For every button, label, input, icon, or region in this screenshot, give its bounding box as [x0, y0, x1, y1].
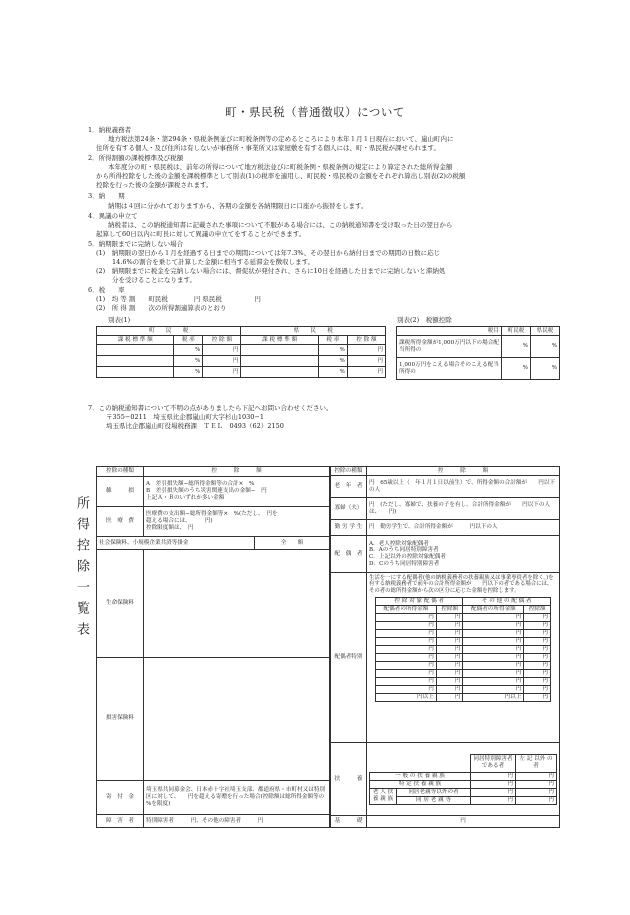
iryo-b: 超える場合には、 円) [146, 518, 213, 525]
contact-heading: 7．この納税通知書について不明の点がありましたら下記へお問い合わせください。 [88, 404, 333, 412]
section-5-text-1: (1) 納期限の翌日から１月を経過する日までの期間については年7.3%、その翌日から納付日までの期間の日数に応じ [96, 249, 441, 257]
col-rate-pref: 税 率 [318, 336, 347, 345]
table-row: 円 円 円 円 [376, 637, 551, 645]
section-3-heading: 3．納 期 [88, 192, 125, 200]
table-row: % 円 % 円 [97, 356, 386, 367]
col-std-pref: 課 税 標 準 額 [241, 336, 318, 345]
table-row [97, 476, 330, 506]
section-4-text-2: 起算して60日以内に町長に対して異議の申立てをすることができます。 [96, 230, 306, 238]
haigu-c: C．上記以外の控除対象配偶者 [369, 553, 446, 560]
kifu-text: 埼玉県共同募金会、日本赤十字社埼玉支部、都道府県・市町村又は特別区に対して、 円を超える寄贈を行った場合(控除額は総所得金額等の %を限度) [144, 780, 330, 814]
fuyo-subtable [369, 754, 557, 805]
shogai-label: 障 害 者 [97, 815, 144, 828]
table-row [97, 657, 330, 780]
table-row: 円 円 円 円 [376, 613, 551, 621]
haigu-b: B．Aのうち同居特別障害者 [369, 547, 439, 554]
section-2-heading: 2．所得割額の課税標準及び税額 [88, 154, 184, 162]
tax-credit-table [396, 326, 560, 380]
h-type-left: 控除の種類 [97, 467, 144, 477]
section-6-text-1: (1) 均 等 割 町民税 円 県民税 円 [96, 295, 261, 303]
col-town: 町民税 [502, 327, 531, 336]
haigu-label: 配 偶 者 [331, 536, 367, 572]
table-row: 課税所得金額が1,000万円以下の場合配当所得の % % [397, 336, 560, 358]
col-pref: 県民税 [531, 327, 560, 336]
section-2-text-1: 本年度分の町・県民税は、前年の所得について地方税法並びに町税条例・県税条例の規定により算定された総所得金額 [108, 163, 453, 171]
table-row [331, 572, 560, 743]
table-row: 特 定 扶 養 親 族 円 円 [370, 780, 557, 788]
fuyo-label: 扶 養 [331, 743, 367, 815]
table-row [331, 536, 560, 572]
haigu-d: D．Cのうち同居特別障害者 [369, 560, 440, 567]
section-6-text-2: (2) 所 得 割 次の所得割適算表のとおり [96, 304, 227, 312]
zasson-c: 上記Ａ・Ｂのいずれか多い金額 [146, 494, 225, 501]
fuyo-h2: 左 記 以外 の 者 [516, 754, 557, 772]
ronen-label: 老 年 者 [331, 476, 367, 498]
table-row [97, 549, 330, 657]
table-1-caption: 別表(1) [108, 316, 131, 324]
ronen-text: 円 65歳以上（ 年１月１日以前生）で、所得金額の合計額が 円以下の人 [367, 476, 560, 498]
tax-rate-table [96, 326, 386, 378]
h-type-right: 控除の種類 [331, 467, 367, 476]
deduction-side-title: 所得控除一覧表 [74, 496, 89, 643]
section-2-text-3: 控除を行った後の金額が課税されます。 [96, 181, 213, 189]
pref-tax-header: 県 民 税 [241, 327, 386, 336]
zasson-b: B 差引損失額のうち災害関連支出の金額− 円 [146, 487, 267, 494]
haigu-a: A．老人控除対象配偶者 [369, 540, 429, 547]
section-5-text-2: 14.6%の割合を乗じて計算した金額に相当する延滞金を徴収します。 [112, 258, 315, 266]
town-tax-header: 町 民 税 [97, 327, 241, 336]
table-row: % 円 % 円 [97, 367, 386, 378]
h-amount-left: 控 除 額 [144, 467, 330, 477]
table-row [97, 780, 330, 814]
kinro-text: 円 勤労学生で、合計所得金額が 円以下の人 [367, 520, 560, 536]
section-5-text-4: 分を受けることになります。 [112, 276, 196, 284]
tokubetsu-subtable: 控 除 対 象 配 偶 者 そ の 他 の 配 偶 者 配偶者の所得金額 控除額 配偶者の所得金額 控除額 円 円 円 円 円 円 円 円 円 円 円 円 円 円 円 円 円 円 円 円 円 円 円 円 円 円 円 円 円 円 円 円 円 円 円 円 円 円 円 円 円以上 円 円以上 円 [375, 597, 551, 702]
table-row: 同 居 老 親 等 円 円 [370, 796, 557, 804]
table-row: % 円 % 円 [97, 345, 386, 356]
kiso-label: 基 礎 [331, 815, 367, 827]
contact-office: 埼玉県比企郡嵐山町役場税務課 ＴＥＬ 0493（62）2150 [106, 422, 284, 430]
shogai-text: 特別障害者 円、その他の障害者 円 [144, 815, 330, 828]
kiso-text: 円 [367, 815, 560, 827]
zasson-a: A 差引損失額−総所得金額等の合計× % [146, 481, 255, 488]
tokubetsu-label: 配偶者特別 [331, 572, 367, 743]
section-1-text-1: 地方税法第24条・第294条・県税条例並びに町税条例等の定めるところにより本年１月１日現在において、嵐山町内に [108, 135, 454, 143]
table-row: 円 円 円 円 [376, 685, 551, 693]
contact-address: 〒355−0211 埼玉県比企郡嵐山町大字杉山1030−1 [106, 413, 265, 421]
section-4-text-1: 納税者は、この納税通知書に記載された事項について不服がある場合には、この納税通知書を受け取った日の翌日から [108, 221, 453, 229]
table-2-caption: 別表(2) 税額控除 [397, 316, 452, 324]
section-2-text-2: から所得控除をした後の金額を課税標準として別表(1)の税率を適用し、町民税・県民税の金額をそれぞれ算出し別表(2)の税額 [96, 172, 466, 180]
page-title: 町・県民税（普通徴収）について [225, 105, 405, 119]
fuyo-h1: 同居特別障害者である者 [471, 754, 516, 772]
table-row [331, 815, 560, 827]
col-deduct-town: 控 除 額 [203, 336, 241, 345]
table-row: 円 円 円 円 [376, 677, 551, 685]
col-deduct-pref: 控 除 額 [347, 336, 385, 345]
table-row: 円以上 円 円以上 円 [376, 693, 551, 701]
section-4-heading: 4．異議の申立て [88, 212, 138, 220]
section-1-heading: 1．納税義務者 [88, 126, 132, 134]
col-std-town: 課 税 標 準 額 [97, 336, 174, 345]
table-row: 円 円 円 円 [376, 661, 551, 669]
section-5-heading: 5．納期限までに完納しない場合 [88, 240, 184, 248]
table-row: 1,000万円をこえる場合そのこえる配当所得の % % [397, 358, 560, 380]
table-row [331, 743, 560, 815]
kafu-label: 寡婦（夫） [331, 498, 367, 520]
table-row [97, 815, 330, 828]
deduction-table-left [96, 466, 336, 828]
section-6-heading: 6．税 率 [88, 286, 125, 294]
section-1-text-2: 住所を有する個人・及び住所は有しないが事務所・事業所又は家屋敷を有する個人には、町・県民税が課せられます。 [96, 144, 440, 152]
kafu-text: 円 (ただし、寡婦で、扶養の子を有し、合計所得金額が 円以下の人は、 円) [367, 498, 560, 520]
table-row [331, 476, 560, 498]
h-sonota: そ の 他 の 配 偶 者 [463, 597, 551, 605]
table-row: 円 円 円 円 [376, 653, 551, 661]
h-amount-right: 控 除 額 [367, 467, 560, 476]
zasson-label: 雑 損 [97, 476, 144, 506]
tokubetsu-text: 生活を一にする配偶者(他の納税義務者の扶養親族又は事業専従者を除く。)を有する納税義務者で前年の合計所得金額が 円以下の者である場合には、その者の総所得金額から次の区分に応じた金額を控除します。 [369, 574, 554, 595]
section-3-text: 納期は４回に分かれておりますから、各期の金額を各納期限日に口座から振替をします。 [108, 202, 368, 210]
h-taisho: 控 除 対 象 配 偶 者 [376, 597, 463, 605]
table-row: 円 円 円 円 [376, 621, 551, 629]
table-row: 円 円 円 円 [376, 645, 551, 653]
table-row [331, 520, 560, 536]
iryo-a: 医療費の支出額−総所得金額等× %(ただし、 円を [146, 511, 278, 518]
shakai-label: 社会保険料、小規模企業共済等掛金 [97, 537, 255, 550]
zengaku-value: 全 額 [255, 537, 330, 550]
seimei-label: 生命保険料 [97, 549, 144, 657]
table-row: 老 人 扶養 親 族 同居老親等以外の者 円 円 [370, 788, 557, 796]
songai-label: 損害保険料 [97, 657, 144, 780]
table-row [331, 498, 560, 520]
col-tax-item: 税目 [397, 327, 502, 336]
kifu-label: 寄 付 金 [97, 780, 144, 814]
iryo-c: 控除限度額は、 円 [146, 524, 194, 531]
table-row [97, 506, 330, 536]
table-row: 円 円 円 円 [376, 669, 551, 677]
section-5-text-3: (2) 納期限までに税金を完納しない場合には、督促状が発付され、さらに10日を経過した日までに完納しないと滞納処 [96, 267, 446, 275]
table-row: 円 円 円 円 [376, 629, 551, 637]
iryo-label: 医 療 費 [97, 506, 144, 536]
table-row: 一 般 の 扶 養 親 族 円 円 [370, 772, 557, 780]
kinro-label: 勤 労 学 生 [331, 520, 367, 536]
deduction-table-right [330, 466, 560, 828]
col-rate-town: 税 率 [174, 336, 203, 345]
table-row [97, 537, 330, 550]
